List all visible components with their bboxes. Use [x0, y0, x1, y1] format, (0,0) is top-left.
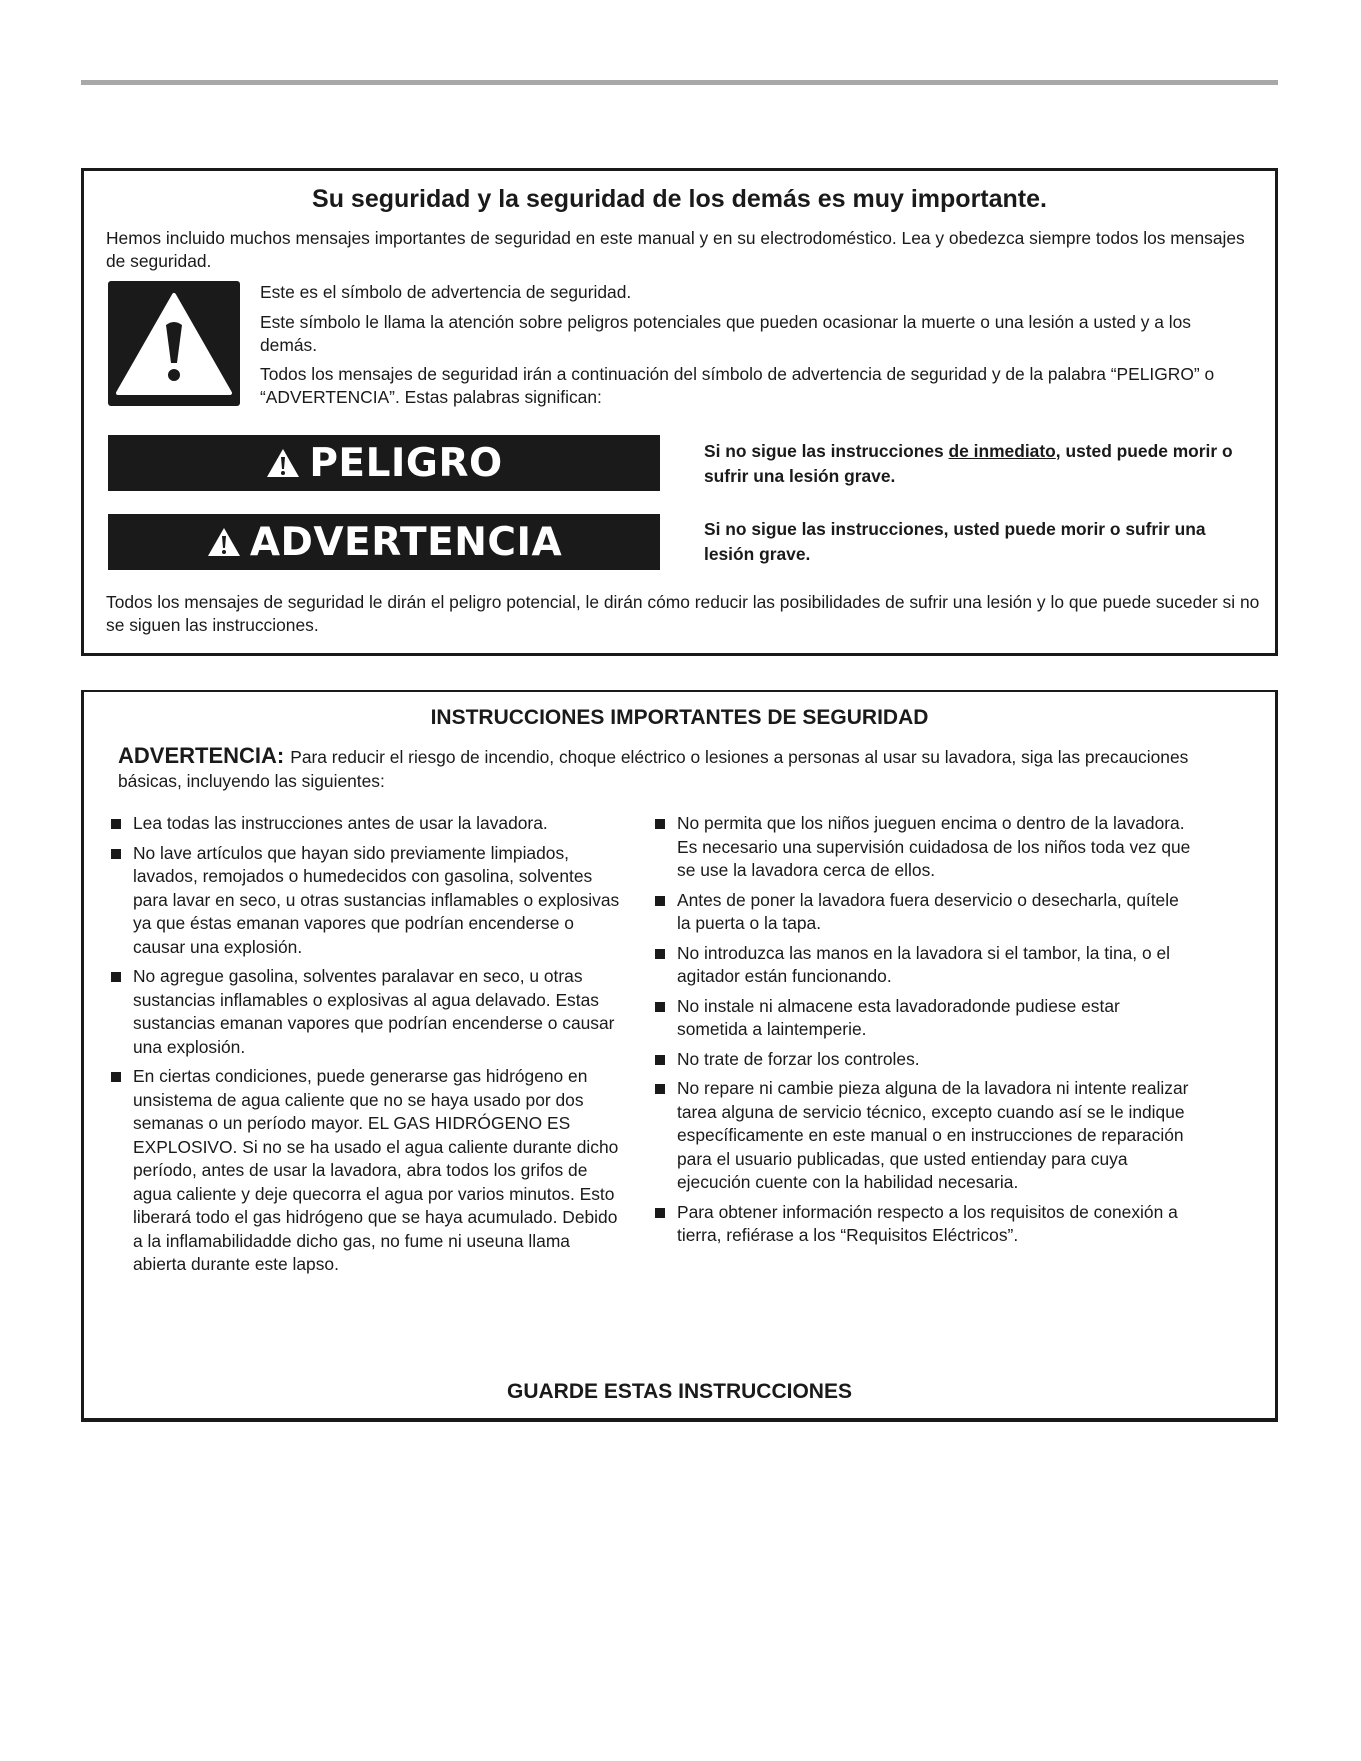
list-item-text: No trate de forzar los controles. [677, 1048, 920, 1069]
bullet-square-icon [111, 972, 121, 982]
bullet-square-icon [111, 849, 121, 859]
list-item-text: En ciertas condiciones, puede generarse gas hidrógeno en unsistema de agua caliente que no se haya usado por dos semanas o un período mayor. EL GAS HIDRÓGENO ES EXPLOSIVO. Si no se ha usado el agua caliente durante dicho período, antes de usar la lavadora, abra todos los grifos de agua caliente y deje quecorra el agua por varios minutos. Esto liberará todo el gas hidrógeno que se haya acumulado. Debido a la inflamabilidadde dicho gas, no fume ni useuna llama abierta durante este lapso. [133, 1066, 619, 1274]
symbol-text-2: Este símbolo le llama la atención sobre peligros potenciales que pueden ocasionar la muerte o una lesión a usted y a los demás. [260, 312, 1191, 355]
instructions-box [81, 690, 1278, 1422]
list-item-text: No instale ni almacene esta lavadoradonde pudiese estar sometida a laintemperie. [677, 995, 1120, 1039]
top-rule [81, 80, 1278, 85]
list-item-text: No introduzca las manos en la lavadora si el tambor, la tina, o el agitador están funcionando. [677, 942, 1171, 986]
bullet-square-icon [655, 1084, 665, 1094]
list-item-text: Para obtener información respecto a los requisitos de conexión a tierra, refiérase a los “Requisitos Eléctricos”. [677, 1201, 1178, 1245]
danger-label: PELIGRO [309, 440, 503, 486]
symbol-text-1: Este es el símbolo de advertencia de seguridad. [260, 282, 632, 302]
list-item-text: No repare ni cambie pieza alguna de la lavadora ni intente realizar tarea alguna de servicio técnico, excepto cuando así se le indique específicamente en este manual o en instrucciones de reparación para el usuario publicadas, que usted entienday para cuya ejecución cuente con la habilidad necesaria. [677, 1078, 1189, 1192]
list-item [111, 1065, 621, 1277]
danger-description [704, 439, 1257, 489]
list-item [655, 1048, 1195, 1072]
list-item [111, 812, 621, 836]
bullet-square-icon [655, 1208, 665, 1218]
list-item-text: Antes de poner la lavadora fuera deservicio o desecharla, quítele la puerta o la tapa. [677, 889, 1179, 933]
danger-desc-underline: de inmediato [948, 441, 1056, 461]
list-item-text: No permita que los niños jueguen encima o dentro de la lavadora. Es necesario una supervisión cuidadosa de los niños toda vez que se use la lavadora cerca de ellos. [677, 813, 1191, 880]
list-item [655, 1077, 1195, 1195]
right-instruction-list [655, 812, 1195, 1254]
bullet-square-icon [111, 819, 121, 829]
bottom-rule [81, 1418, 1278, 1422]
list-item [111, 965, 621, 1059]
left-instruction-list [111, 812, 621, 1283]
warning-word: ADVERTENCIA: [118, 743, 285, 768]
instructions-footer: GUARDE ESTAS INSTRUCCIONES [507, 1380, 852, 1403]
warning-triangle-icon [108, 281, 240, 406]
instructions-title: INSTRUCCIONES IMPORTANTES DE SEGURIDAD [430, 706, 929, 729]
bullet-square-icon [655, 896, 665, 906]
warning-triangle-icon [265, 447, 301, 479]
danger-desc-pre: Si no sigue las instrucciones [704, 441, 949, 461]
list-item [655, 1201, 1195, 1248]
instructions-lead [118, 744, 1245, 793]
list-item-text: Lea todas las instrucciones antes de usar la lavadora. [133, 813, 548, 833]
warning-description: Si no sigue las instrucciones, usted puede morir o sufrir una lesión grave. [704, 519, 1206, 564]
warning-label: ADVERTENCIA [249, 519, 563, 565]
symbol-text-3: Todos los mensajes de seguridad irán a continuación del símbolo de advertencia de seguridad y de la palabra “PELIGRO” o “ADVERTENCIA”. Estas palabras significan: [260, 364, 1215, 407]
lead-text: Para reducir el riesgo de incendio, choque eléctrico o lesiones a personas al usar su lavadora, siga las precauciones básicas, incluyendo las siguientes: [118, 747, 1189, 791]
danger-desc-post: , usted puede morir o sufrir una lesión grave. [704, 441, 1233, 486]
bullet-square-icon [655, 819, 665, 829]
list-item [655, 889, 1195, 936]
bullet-square-icon [655, 949, 665, 959]
bullet-square-icon [655, 1055, 665, 1065]
list-item [655, 995, 1195, 1042]
list-item [111, 842, 621, 960]
warning-band [108, 514, 660, 570]
list-item-text: No lave artículos que hayan sido previamente limpiados, lavados, remojados o humedecidos con gasolina, solventes para lavar en seco, u otras sustancias inflamables o explosivas ya que éstas emanan vapores que podrían encenderse o causar una explosión. [133, 842, 620, 957]
safety-outro: Todos los mensajes de seguridad le dirán el peligro potencial, le dirán cómo reducir las posibilidades de sufrir una lesión y lo que puede suceder si no se siguen las instrucciones. [106, 592, 1260, 635]
safety-intro: Hemos incluido muchos mensajes importantes de seguridad en este manual y en su electrodoméstico. Lea y obedezca siempre todos los mensajes de seguridad. [106, 228, 1245, 271]
bullet-square-icon [655, 1002, 665, 1012]
bullet-square-icon [111, 1072, 121, 1082]
list-item-text: No agregue gasolina, solventes paralavar en seco, u otras sustancias inflamables o explosivas al agua delavado. Estas sustancias emanan vapores que podrían encenderse o causar una explosión. [133, 966, 615, 1057]
safety-title: Su seguridad y la seguridad de los demás es muy importante. [312, 185, 1047, 213]
list-item [655, 942, 1195, 989]
list-item [655, 812, 1195, 883]
warning-triangle-icon [206, 526, 242, 558]
safety-box [81, 168, 1278, 656]
danger-band [108, 435, 660, 491]
